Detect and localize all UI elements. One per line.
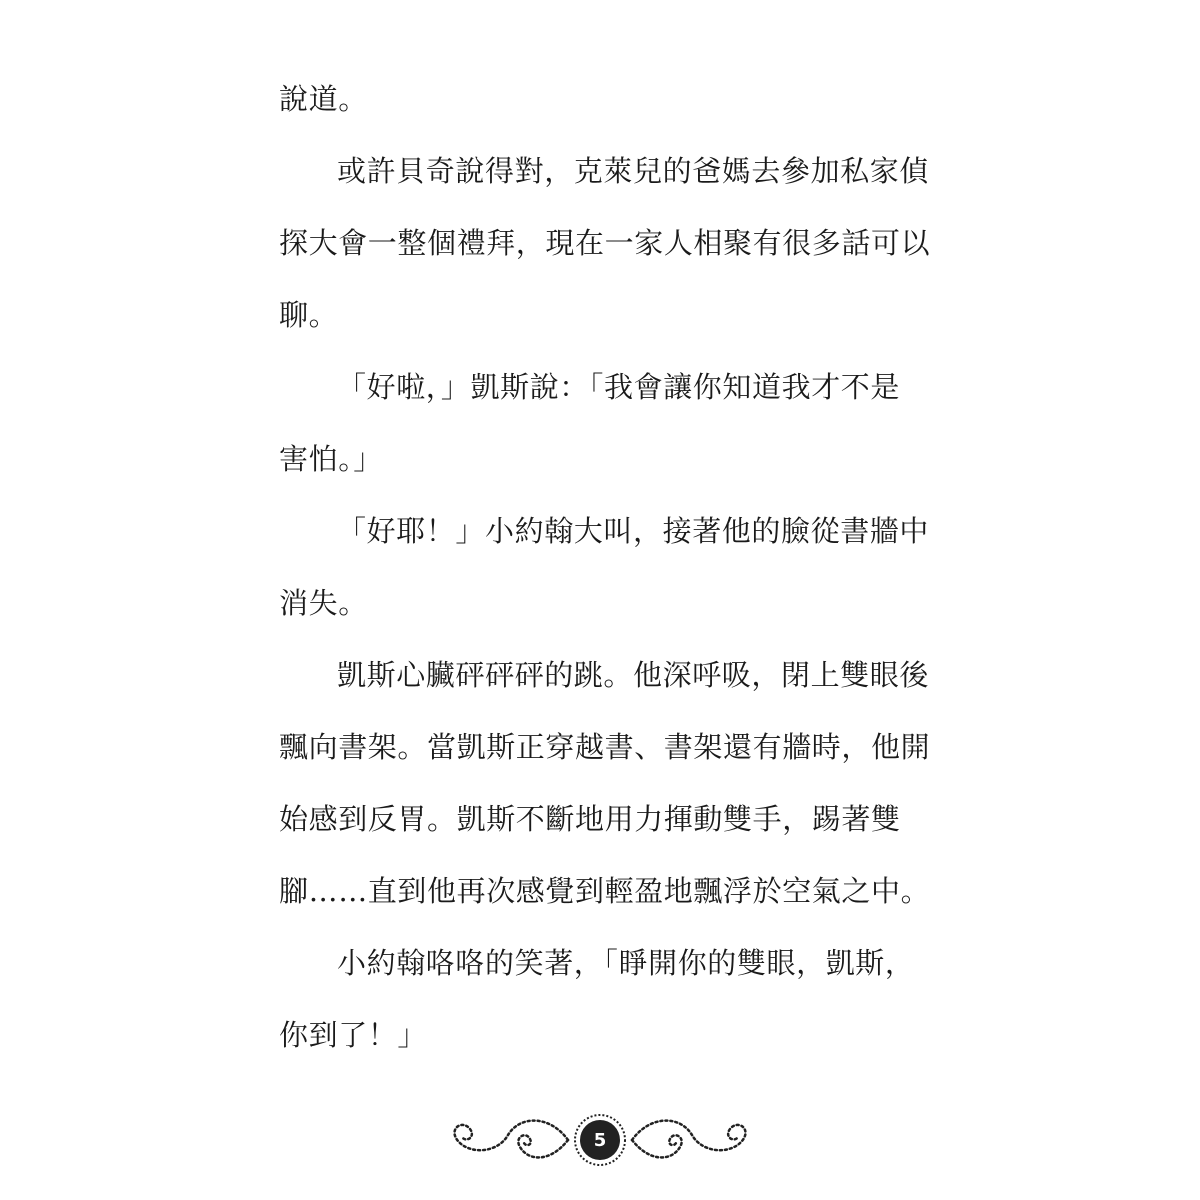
left-swirl-inner [518, 1135, 568, 1157]
text-line: 小約翰咯咯的笑著，「睜開你的雙眼，凱斯， [337, 946, 915, 980]
text-line: 腳……直到他再次感覺到輕盈地飄浮於空氣之中。 [279, 874, 931, 908]
text-line: 凱斯心臟砰砰砰的跳。他深呼吸，閉上雙眼後 [337, 658, 930, 692]
page-number: 5 [593, 1130, 607, 1151]
body-text [279, 63, 931, 1071]
right-swirl-outer [632, 1121, 745, 1151]
right-swirl-inner [632, 1135, 682, 1157]
text-line: 飄向書架。當凱斯正穿越書、書架還有牆時，他開 [279, 730, 931, 764]
page-number-ornament [440, 1105, 760, 1175]
text-line: 探大會一整個禮拜，現在一家人相聚有很多話可以 [279, 226, 931, 260]
text-line: 聊。 [279, 298, 339, 332]
text-line: 你到了！」 [279, 1018, 428, 1052]
left-swirl-outer [455, 1121, 568, 1151]
text-line: 消失。 [279, 586, 368, 620]
text-line: 「好耶！」小約翰大叫，接著他的臉從書牆中 [337, 514, 930, 548]
text-line: 說道。 [279, 82, 368, 116]
text-line: 始感到反胃。凱斯不斷地用力揮動雙手，踢著雙 [279, 802, 901, 836]
text-line: 害怕。」 [279, 442, 383, 476]
text-line: 或許貝奇說得對，克萊兒的爸媽去參加私家偵 [337, 154, 930, 188]
text-line: 「好啦，」凱斯說：「我會讓你知道我才不是 [337, 370, 901, 404]
